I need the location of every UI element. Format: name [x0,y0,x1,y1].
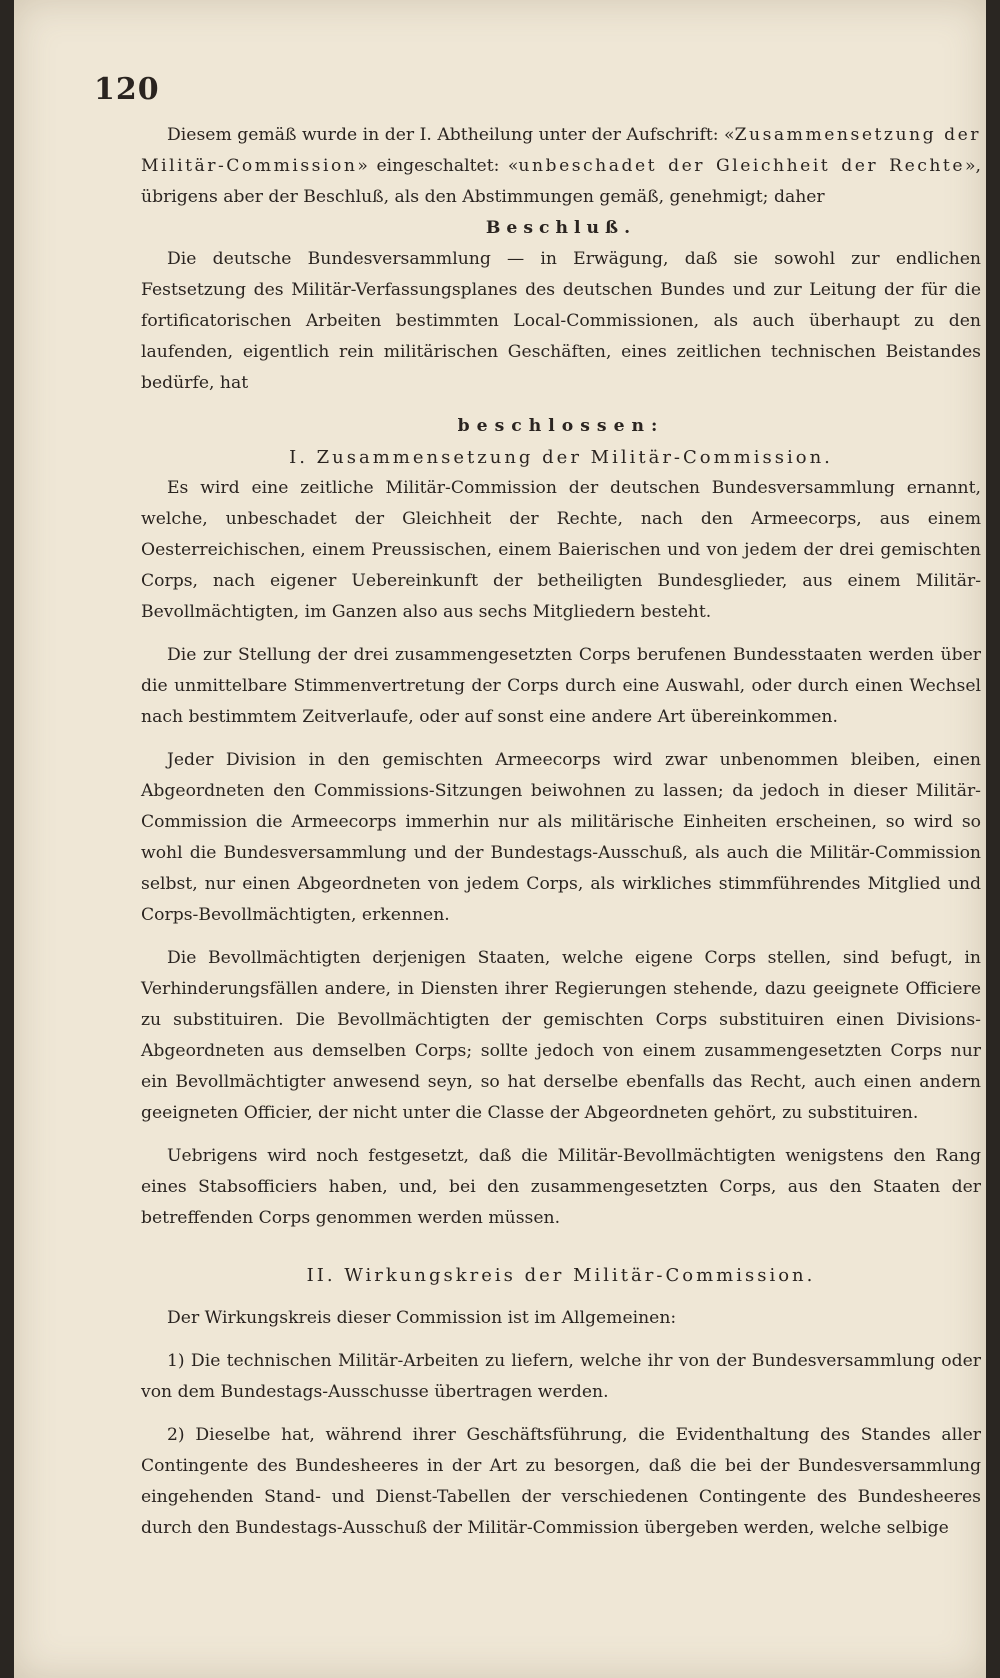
section-1-paragraph: Jeder Division in den gemischten Armeecorps wird zwar unbenommen bleiben, einen Abgeordneten den Commissions-Sitzungen beiwohnen zu lassen; da jedoch in dieser Militär-Commission die Armeecorps immerhin nur als militärische Einheiten erscheinen, so wird so wohl die Bundesversammlung und der Bundestags-Ausschuß, als auch die Militär-Commission selbst, nur einen Abgeordneten von jedem Corps, als wirkliches stimmführendes Mitglied und Corps-Bevollmächtigten, erkennen. [141,750,981,925]
document-page [14,0,986,1678]
intro-clause-quote: unbeschadet der Gleichheit der Rechte [518,156,966,176]
title-beschluss: Beschluß. [485,218,637,238]
body-text [141,120,981,1544]
intro-text-1: Diesem gemäß wurde in der I. Abtheilung unter der Aufschrift: « [167,125,735,145]
section-1-paragraph: Die zur Stellung der drei zusammengesetzten Corps berufenen Bundesstaaten werden über die unmittelbare Stimmenvertretung der Corps durch eine Auswahl, oder durch einen Wechsel nach bestimmtem Zeitverlaufe, oder auf sonst eine andere Art übereinkommen. [141,645,981,727]
section-1-paragraph: Uebrigens wird noch festgesetzt, daß die Militär-Bevollmächtigten wenigstens den Rang eines Stabsofficiers haben, und, bei den zusammengesetzten Corps, aus den Staaten der betreffenden Corps genommen werden müssen. [141,1146,981,1228]
intro-text-2: » eingeschaltet: « [357,156,519,176]
section-2-number: II. [306,1265,336,1286]
section-2-title: Wirkungskreis der Militär-Commission. [344,1265,816,1286]
section-2-item: 1) Die technischen Militär-Arbeiten zu liefern, welche ihr von der Bundesversammlung oder von dem Bundestags-Ausschusse übertragen werden. [141,1351,981,1402]
beschlossen-heading: beschlossen: [457,416,665,436]
section-2-item: 2) Dieselbe hat, während ihrer Geschäftsführung, die Evidenthaltung des Standes aller Contingente des Bundesheeres in der Art zu besorgen, daß die bei der Bundesversammlung eingehenden Stand- und Dienst-Tabellen der verschiedenen Contingente des Bundesheeres durch den Bundestags-Ausschuß der Militär-Commission übergeben werden, welche selbige [141,1425,981,1538]
preamble-paragraph: Die deutsche Bundesversammlung — in Erwägung, daß sie sowohl zur endlichen Festsetzung des Militär-Verfassungsplanes des deutschen Bundes und zur Leitung der für die fortificatorischen Arbeiten bestimmten Local-Commissionen, als auch überhaupt zu den laufenden, eigentlich rein militärischen Geschäften, eines zeitlichen technischen Beistandes bedürfe, hat [141,249,981,393]
section-2-heading [141,1260,981,1291]
section-1-heading [141,442,981,473]
intro-text-3: », übrigens aber der Beschluß, als den Abstimmungen gemäß, genehmigt; daher [141,156,981,207]
page-number: 120 [94,72,160,107]
section-1-number: I. [289,447,308,468]
section-1-title: Zusammensetzung der Militär-Commission. [316,447,833,468]
intro-heading-quote: Zusammensetzung der Militär-Commission [141,125,981,176]
section-2-intro: Der Wirkungskreis dieser Commission ist im Allgemeinen: [167,1308,677,1328]
intro-paragraph [141,120,981,213]
section-1-paragraph: Es wird eine zeitliche Militär-Commission der deutschen Bundesversammlung ernannt, welche, unbeschadet der Gleichheit der Rechte, nach den Armeecorps, aus einem Oesterreichischen, einem Preussischen, einem Baierischen und von jedem der drei gemischten Corps, nach eigener Uebereinkunft der betheiligten Bundesglieder, aus einem Militär-Bevollmächtigten, im Ganzen also aus sechs Mitgliedern besteht. [141,478,981,622]
section-1-paragraph: Die Bevollmächtigten derjenigen Staaten, welche eigene Corps stellen, sind befugt, in Verhinderungsfällen andere, in Diensten ihrer Regierungen stehende, dazu geeignete Officiere zu substituiren. Die Bevollmächtigten der gemischten Corps substituiren einen Divisions-Abgeordneten aus demselben Corps; sollte jedoch von einem zusammengesetzten Corps nur ein Bevollmächtigter anwesend seyn, so hat derselbe ebenfalls das Recht, auch einen andern geeigneten Officier, der nicht unter die Classe der Abgeordneten gehört, zu substituiren. [141,948,981,1123]
